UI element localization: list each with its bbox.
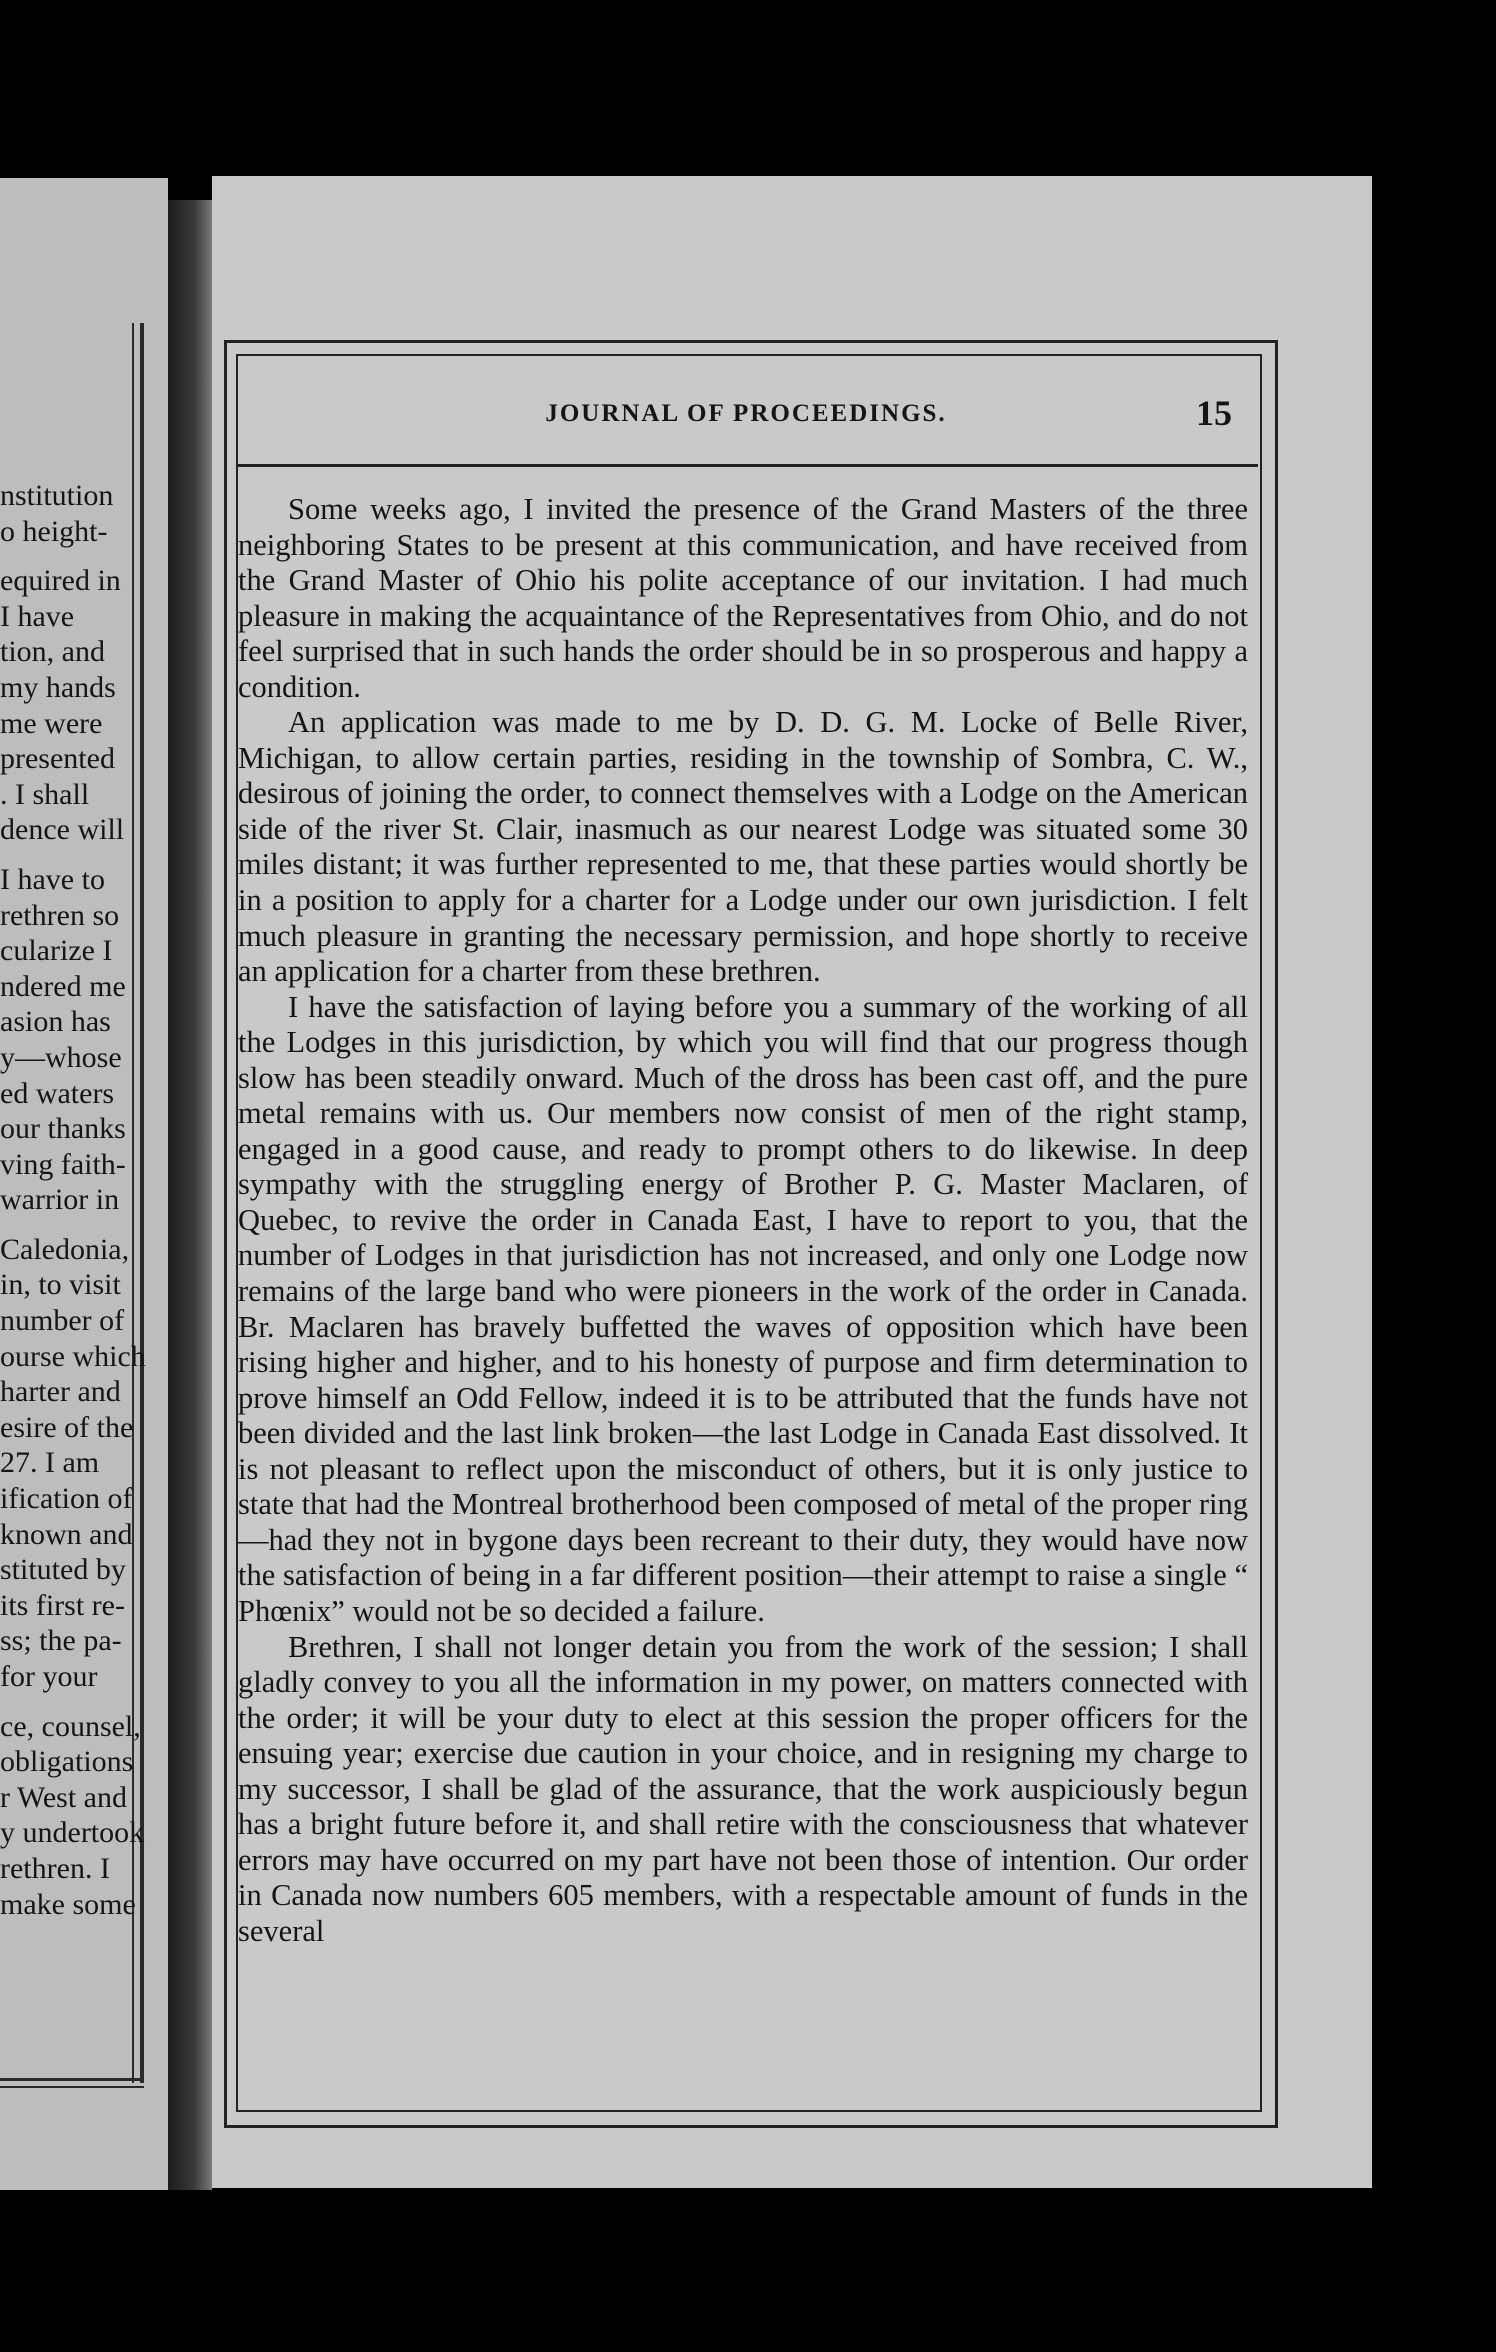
left-page-fragment-line: ed waters [0, 1076, 115, 1110]
left-page-fragment-line: ss; the pa- [0, 1624, 122, 1658]
left-page-fragment-line: cularize I [0, 934, 113, 968]
left-page-fragment-line: I have to [0, 862, 105, 896]
left-page-fragment-line: asion has [0, 1005, 111, 1039]
left-page-fragment-line: tion, and [0, 635, 105, 669]
paragraph-closing-remarks: Brethren, I shall not longer detain you from the work of the session; I shall gladly convey to you all the information in my power, on matters connected with the order; it will be your duty to elect at this session the proper officers for the ensuing year; exercise due caution in your choice, and in resigning my charge to my successor, I shall be glad of the assurance, that the work auspiciously begun has a bright future before it, and shall retire with the consciousness that whatever errors may have occurred on my part have not been those of intention. Our order in Canada now numbers 605 members, with a respectable amount of funds in the several [238, 1629, 1248, 1948]
paragraph-grand-masters: Some weeks ago, I invited the presence of the Grand Masters of the three neighboring States to be present at this communication, and have received from the Grand Master of Ohio his polite acceptance of our invitation. I had much pleasure in making the acquaintance of the Representatives from Ohio, and do not feel surprised that in such hands the order should be in so prosperous and happy a condition. [238, 492, 1248, 704]
left-page-fragment-line: I have [0, 599, 75, 633]
left-page-fragment-line: r West and [0, 1780, 128, 1814]
left-page-bottom-border [0, 2078, 144, 2081]
left-page-fragment-line: number of [0, 1304, 125, 1338]
left-page-fragment-line: me were [0, 706, 103, 740]
left-page-fragment-line [0, 1218, 150, 1232]
left-page-fragment-line: ving faith- [0, 1147, 126, 1181]
left-page-fragment-line: make some [0, 1887, 136, 1921]
left-page-fragment-line: presented [0, 742, 115, 776]
running-header [260, 392, 1232, 448]
body-text [238, 492, 1248, 1949]
left-page-fragment-line: dence will [0, 813, 125, 847]
left-page-fragment-line [0, 1695, 150, 1709]
left-page-fragment-line: in, to visit [0, 1268, 121, 1302]
left-page-fragment-line: ndered me [0, 969, 126, 1003]
left-page-fragment-line: stituted by [0, 1553, 126, 1587]
left-page-fragment-line: equired in [0, 564, 121, 598]
left-page-fragment-line: rethren so [0, 898, 120, 932]
left-page-fragment-line: my hands [0, 670, 116, 704]
left-page-fragment-line: obligations [0, 1745, 134, 1779]
left-page-fragment-line [0, 848, 150, 862]
left-page-fragment-line [0, 549, 150, 563]
page-number: 15 [1196, 393, 1232, 433]
left-page-fragment-line: o height- [0, 514, 108, 548]
left-page-fragment-line: its first re- [0, 1588, 125, 1622]
left-page-fragment-line: for your [0, 1660, 98, 1693]
left-page-fragment-line: y—whose [0, 1040, 122, 1074]
left-page-text-fragments [0, 478, 150, 1922]
paragraph-lodges-summary: I have the satisfaction of laying before you a summary of the working of all the Lodges in this jurisdiction, by which you will find that our progress though slow has been steadily onward. Much of the dross has been cast off, and the pure metal remains with us. Our members now consist of men of the right stamp, engaged in a good cause, and ready to prompt others to do likewise. In deep sympathy with the struggling energy of Brother P. G. Master Maclaren, of Quebec, to revive the order in Canada East, I have to report to you, that the number of Lodges in that jurisdiction has not increased, and only one Lodge now remains of the large band who were pioneers in the work of the order in Canada. Br. Maclaren has bravely buffetted the waves of opposition which have been rising higher and higher, and to his honesty of purpose and firm determination to prove himself an Odd Fellow, indeed it is to be attributed that the funds have not been divided and the last link broken—the last Lodge in Canada East dissolved. It is not pleasant to reflect upon the misconduct of others, but it is only justice to state that had the Montreal brotherhood been composed of metal of the proper ring—had they not in bygone days been recreant to their duty, they would have now the satisfaction of being in a far different position—their attempt to raise a single “ Phœnix” would not be so decided a failure. [238, 989, 1248, 1628]
left-page-fragment-line: our thanks [0, 1112, 126, 1146]
left-page-fragment-line: warrior in [0, 1183, 120, 1217]
left-page-fragment-line: nstitution [0, 479, 114, 512]
left-page-fragment-line: known and [0, 1517, 133, 1551]
left-page-fragment-line: y undertook [0, 1816, 145, 1850]
left-page-fragment-line: 27. I am [0, 1446, 100, 1480]
left-page-fragment-line: ification of [0, 1482, 133, 1516]
paragraph-sombra-application: An application was made to me by D. D. G. M. Locke of Belle River, Michigan, to allow certain parties, residing in the township of Sombra, C. W., desirous of joining the order, to connect themselves with a Lodge on the American side of the river St. Clair, inasmuch as our nearest Lodge was situated some 30 miles distant; it was further represented to me, that these parties would shortly be in a position to apply for a charter for a Lodge under our own jurisdiction. I felt much pleasure in granting the necessary permission, and hope shortly to receive an application for a charter from these brethren. [238, 705, 1248, 989]
left-page-fragment-line: Caledonia, [0, 1232, 130, 1266]
left-page-fragment-line: esire of the [0, 1410, 134, 1444]
header-rule [236, 464, 1258, 467]
book-gutter [168, 200, 212, 2190]
left-page-fragment-line: ourse which [0, 1339, 146, 1373]
left-page-edge [0, 178, 168, 2190]
left-page-fragment-line: . I shall [0, 777, 90, 811]
left-page-fragment-line: rethren. I [0, 1851, 110, 1885]
left-page-fragment-line: harter and [0, 1375, 121, 1409]
left-page-bottom-border-inner [0, 2086, 144, 2088]
left-page-fragment-line: ce, counsel, [0, 1709, 141, 1743]
running-title: JOURNAL OF PROCEEDINGS. [545, 400, 947, 427]
